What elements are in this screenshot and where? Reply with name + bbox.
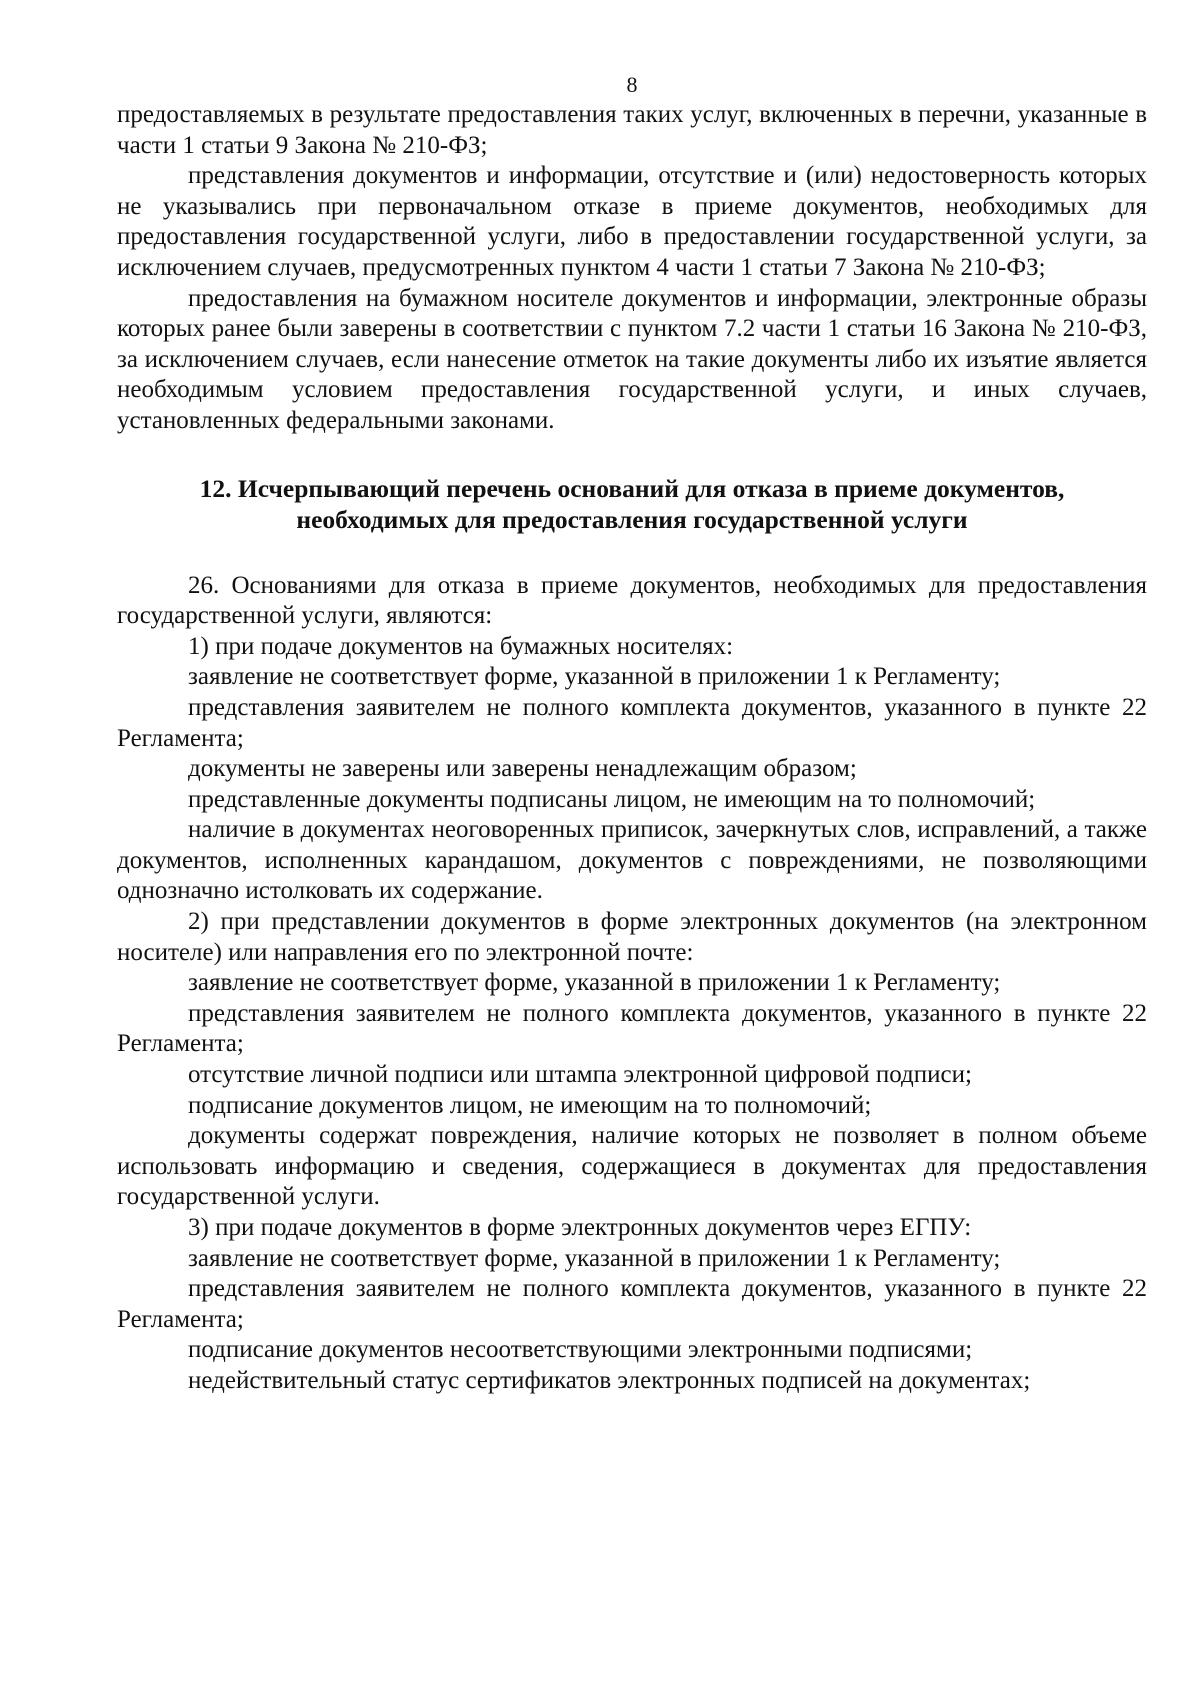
section-heading-line-2: необходимых для предоставления государственной услуги bbox=[296, 504, 968, 534]
paragraph: представленные документы подписаны лицом, не имеющим на то полномочий; bbox=[188, 785, 1036, 813]
paragraph: 2) при представлении документов в форме электронных документов (на электронном носителе) или направления его по электронной почте: bbox=[117, 908, 1147, 966]
paragraph: представления заявителем не полного комплекта документов, указанного в пункте 22 Регламента; bbox=[117, 1275, 1147, 1333]
paragraph: представления заявителем не полного комплекта документов, указанного в пункте 22 Регламента; bbox=[117, 693, 1147, 752]
paragraph: наличие в документах неоговоренных приписок, зачеркнутых слов, исправлений, а также документов, исполненных карандашом, документов с повреждениями, не позволяющими однозначно истолковать их содержание. bbox=[117, 816, 1147, 905]
paragraph: документы содержат повреждения, наличие которых не позволяет в полном объеме использовать информацию и сведения, содержащиеся в документах для предоставления государственной услуги. bbox=[117, 1122, 1147, 1211]
paragraph: 26. Основаниями для отказа в приеме документов, необходимых для предоставления государственной услуги, являются: bbox=[117, 571, 1147, 630]
page-number: 8 bbox=[626, 72, 638, 97]
paragraph: недействительный статус сертификатов электронных подписей на документах; bbox=[188, 1366, 1031, 1394]
document-page bbox=[117, 70, 1147, 1397]
paragraph: заявление не соответствует форме, указанной в приложении 1 к Регламенту; bbox=[188, 663, 1001, 691]
paragraph: предоставляемых в результате предоставления таких услуг, включенных в перечни, указанные в части 1 статьи 9 Закона № 210-ФЗ; bbox=[117, 101, 1147, 159]
paragraph: отсутствие личной подписи или штампа электронной цифровой подписи; bbox=[188, 1061, 972, 1089]
section-heading-line-1: 12. Исчерпывающий перечень оснований для отказа в приеме документов, bbox=[199, 473, 1065, 503]
paragraphs-before-heading bbox=[117, 100, 1147, 437]
paragraph: 1) при подаче документов на бумажных носителях: bbox=[188, 632, 734, 660]
paragraph: представления заявителем не полного комплекта документов, указанного в пункте 22 Регламента; bbox=[117, 999, 1147, 1058]
paragraph: подписание документов несоответствующими электронными подписями; bbox=[188, 1336, 973, 1364]
paragraph: заявление не соответствует форме, указанной в приложении 1 к Регламенту; bbox=[188, 969, 1001, 997]
paragraphs-after-heading bbox=[117, 571, 1147, 1397]
paragraph: предоставления на бумажном носителе документов и информации, электронные образы которых ранее были заверены в соответствии с пунктом 7.2 части 1 статьи 16 Закона № 210-ФЗ, за исключением случаев, если нанесение отметок на такие документы либо их изъятие является необходимым условием предоставления государственной услуги, и иных случаев, установленных федеральными законами. bbox=[117, 284, 1147, 434]
paragraph: заявление не соответствует форме, указанной в приложении 1 к Регламенту; bbox=[188, 1244, 1001, 1272]
paragraph: документы не заверены или заверены ненадлежащим образом; bbox=[188, 755, 857, 783]
paragraph: представления документов и информации, отсутствие и (или) недостоверность которых не указывались при первоначальном отказе в приеме документов, необходимых для предоставления государственной услуги, либо в предоставлении государственной услуги, за исключением случаев, предусмотренных пунктом 4 части 1 статьи 7 Закона № 210-ФЗ; bbox=[117, 162, 1147, 281]
paragraph: 3) при подаче документов в форме электронных документов через ЕГПУ: bbox=[188, 1214, 972, 1241]
paragraph: подписание документов лицом, не имеющим на то полномочий; bbox=[188, 1091, 872, 1119]
section-heading bbox=[117, 473, 1147, 535]
